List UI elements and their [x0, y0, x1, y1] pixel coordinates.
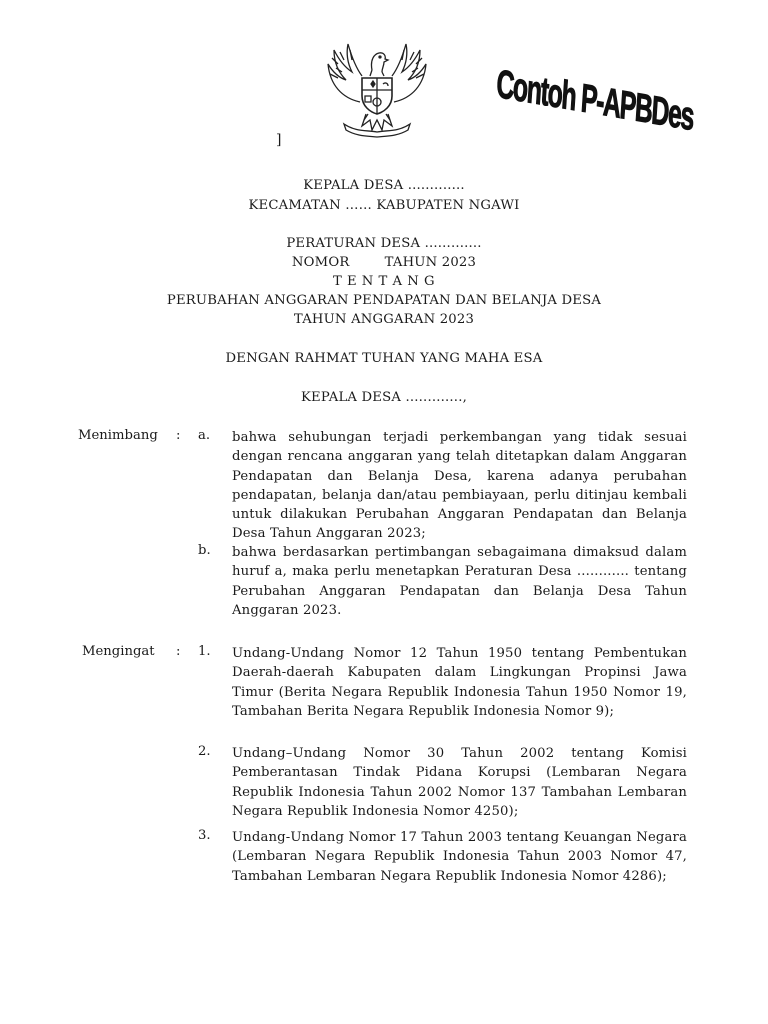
menimbang-marker-b: b. [198, 543, 211, 558]
mengingat-marker-2: 2. [198, 744, 211, 759]
garuda-emblem-icon [322, 40, 432, 138]
header-village-head-2: KEPALA DESA ............., [301, 390, 467, 405]
stray-mark: ] [276, 132, 282, 148]
header-number-year: NOMOR TAHUN 2023 [291, 255, 477, 270]
header-blessing: DENGAN RAHMAT TUHAN YANG MAHA ESA [225, 351, 543, 366]
menimbang-marker-a: a. [198, 428, 211, 443]
mengingat-label: Mengingat [82, 644, 155, 659]
header-fiscal-year: TAHUN ANGGARAN 2023 [293, 312, 475, 327]
header-district: KECAMATAN …… KABUPATEN NGAWI [248, 198, 520, 213]
mengingat-marker-1: 1. [198, 644, 211, 659]
menimbang-item-a: bahwa sehubungan terjadi perkembangan yang tidak sesuai dengan rencana anggaran yang telah ditetapkan dalam Anggaran Pendapatan dan Belanja Desa, karena adanya perubahan pendapatan, belanja dan/atau pembiayaan, perlu ditinjau kembali untuk dilakukan Perubahan Anggaran Pendapatan dan Belanja Desa Tahun Anggaran 2023; [232, 430, 687, 542]
mengingat-item-3: Undang-Undang Nomor 17 Tahun 2003 tentang Keuangan Negara (Lembaran Negara Republik Indonesia Tahun 2003 Nomor 47, Tambahan Lembaran Negara Republik Indonesia Nomor 4286); [232, 830, 687, 884]
menimbang-colon: : [176, 428, 181, 443]
header-village-head: KEPALA DESA ............. [303, 178, 465, 193]
menimbang-item-b: bahwa berdasarkan pertimbangan sebagaimana dimaksud dalam huruf a, maka perlu menetapkan Peraturan Desa ............ tentang Perubahan Anggaran Pendapatan dan Belanja Desa Tahun Anggaran 2023. [232, 545, 687, 618]
mengingat-marker-3: 3. [198, 828, 211, 843]
mengingat-item-2: Undang–Undang Nomor 30 Tahun 2002 tentang Komisi Pemberantasan Tindak Pidana Korupsi (Lembaran Negara Republik Indonesia Tahun 2002 Nomor 137 Tambahan Lembaran Negara Republik Indonesia Nomor 4250); [232, 746, 687, 819]
mengingat-colon: : [176, 644, 181, 659]
stamp-text: Contoh P-APBDes [495, 62, 695, 140]
header-regulation: PERATURAN DESA ............. [286, 236, 482, 251]
menimbang-label: Menimbang [78, 428, 158, 443]
header-tentang: T E N T A N G [332, 274, 435, 289]
header-subject: PERUBAHAN ANGGARAN PENDAPATAN DAN BELANJA DESA [166, 293, 602, 308]
mengingat-item-1: Undang-Undang Nomor 12 Tahun 1950 tentang Pembentukan Daerah-daerah Kabupaten dalam Lingkungan Propinsi Jawa Timur (Berita Negara Republik Indonesia Tahun 1950 Nomor 19, Tambahan Berita Negara Republik Indonesia Nomor 9); [232, 646, 687, 719]
